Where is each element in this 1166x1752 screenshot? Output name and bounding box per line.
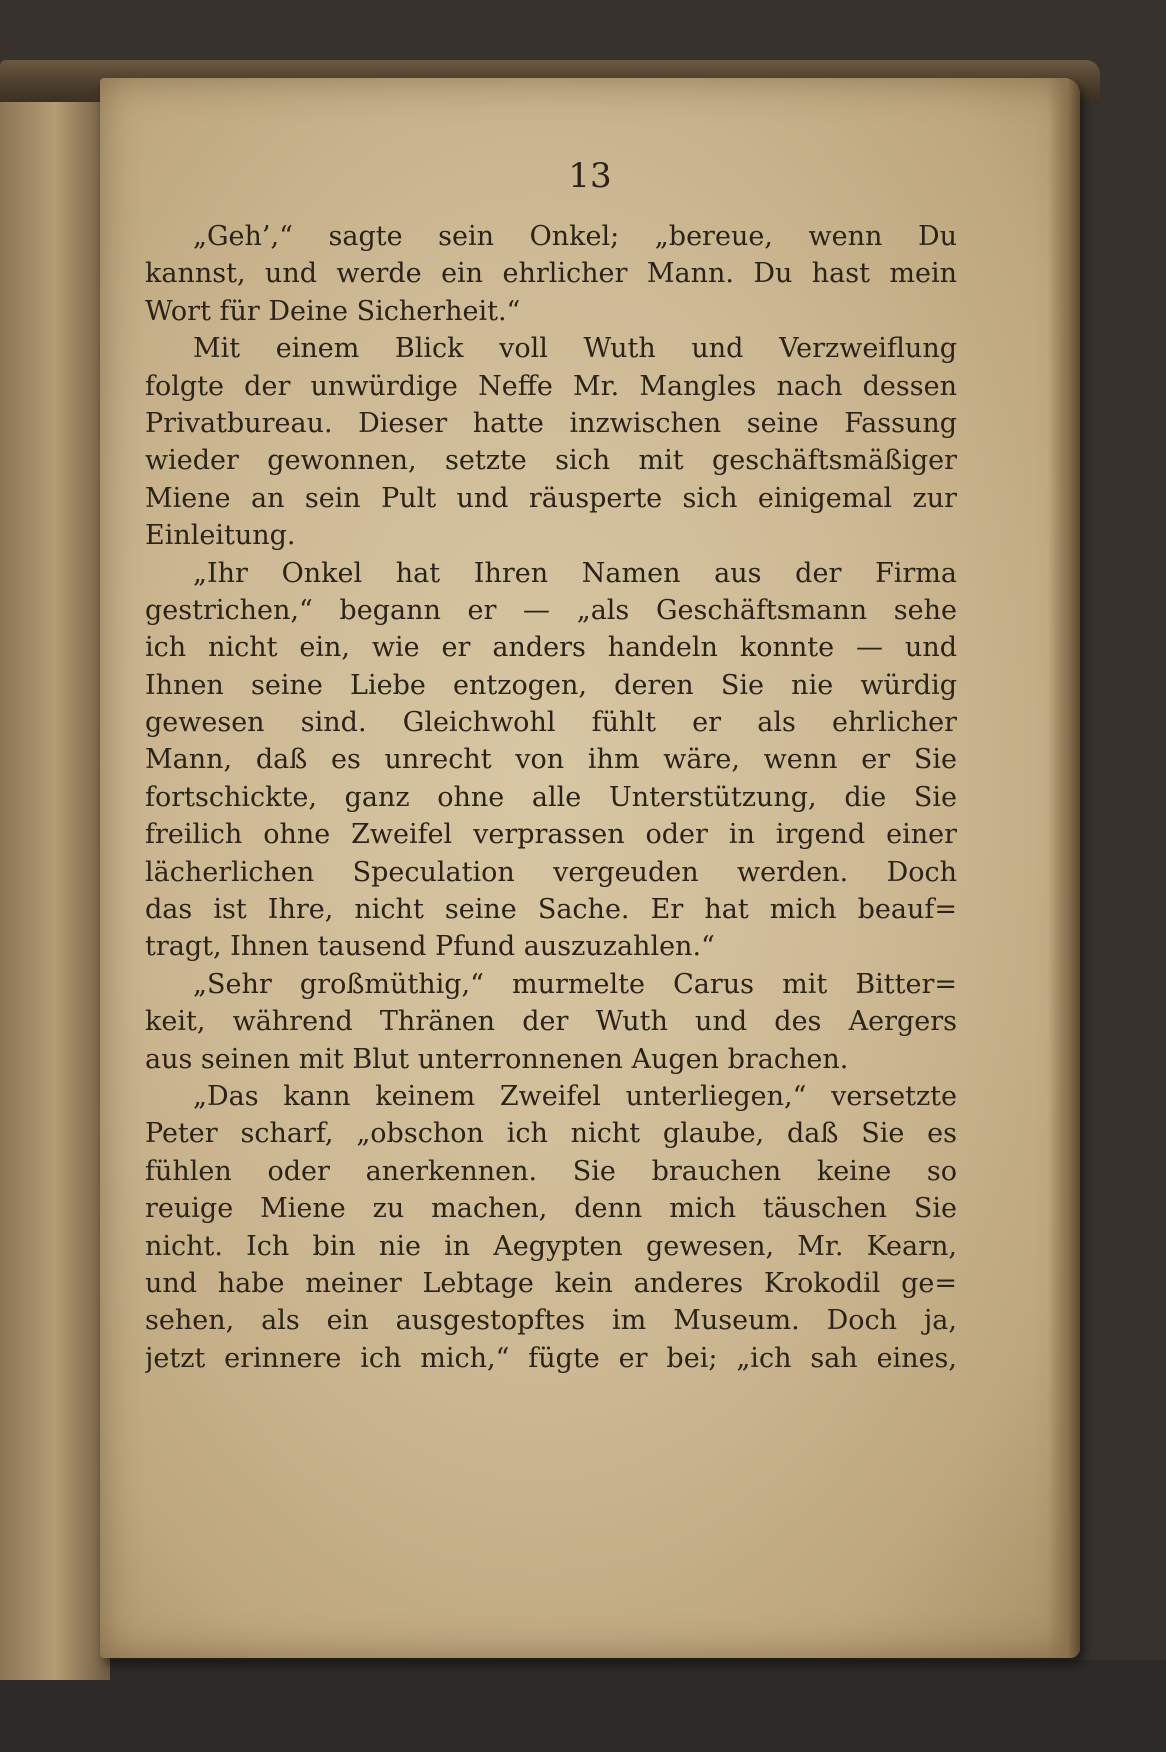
page-edge-shadow	[1048, 78, 1080, 1658]
text-line: „Ihr Onkel hat Ihren Namen aus der Firma	[193, 557, 957, 589]
text-line: „Das kann keinem Zweifel unterliegen,“ versetzte	[193, 1080, 957, 1112]
text-line: keit, während Thränen der Wuth und des Aergers	[145, 1006, 957, 1038]
text-line: lächerlichen Speculation vergeuden werden. Doch	[145, 856, 957, 888]
page-number: 13	[568, 156, 612, 196]
text-line: gewesen sind. Gleichwohl fühlt er als ehrlicher	[145, 707, 957, 739]
text-line: Wort für Deine Sicherheit.“	[145, 295, 521, 327]
text-line: Privatbureau. Dieser hatte inzwischen seine Fassung	[145, 407, 957, 439]
text-line: „Geh’,“ sagte sein Onkel; „bereue, wenn Du	[193, 221, 957, 252]
text-line: jetzt erinnere ich mich,“ fügte er bei; „ich sah eines,	[145, 1342, 957, 1374]
text-line: folgte der unwürdige Neffe Mr. Mangles nach dessen	[145, 370, 957, 402]
text-line: kannst, und werde ein ehrlicher Mann. Du hast mein	[145, 258, 957, 290]
left-page-edge	[0, 90, 110, 1680]
text-line: aus seinen mit Blut unterronnenen Augen brachen.	[145, 1043, 849, 1075]
text-line: freilich ohne Zweifel verprassen oder in irgend einer	[145, 819, 957, 851]
text-line: sehen, als ein ausgestopftes im Museum. Doch ja,	[145, 1305, 957, 1337]
text-line: fortschickte, ganz ohne alle Unterstützung, die Sie	[145, 781, 957, 813]
text-line: Miene an sein Pult und räusperte sich einigemal zur	[145, 482, 957, 514]
text-line: gestrichen,“ begann er — „als Geschäftsmann sehe	[145, 594, 957, 626]
text-line: Ihnen seine Liebe entzogen, deren Sie nie würdig	[145, 669, 957, 701]
text-line: reuige Miene zu machen, denn mich täuschen Sie	[145, 1193, 957, 1225]
page-text	[145, 218, 957, 1377]
book-page	[100, 78, 1080, 1658]
text-line: „Sehr großmüthig,“ murmelte Carus mit Bitter=	[193, 968, 957, 1000]
text-line: tragt, Ihnen tausend Pfund auszuzahlen.“	[145, 931, 715, 963]
text-line: Mit einem Blick voll Wuth und Verzweiflung	[193, 333, 957, 365]
text-line: fühlen oder anerkennen. Sie brauchen keine so	[145, 1155, 957, 1187]
text-line: wieder gewonnen, setzte sich mit geschäftsmäßiger	[145, 445, 957, 477]
text-line: das ist Ihre, nicht seine Sache. Er hat mich beauf=	[145, 894, 957, 926]
text-line: Einleitung.	[145, 520, 296, 552]
text-line: und habe meiner Lebtage kein anderes Krokodil ge=	[145, 1267, 957, 1299]
text-line: Peter scharf, „obschon ich nicht glaube, daß Sie es	[145, 1118, 957, 1150]
text-line: Mann, daß es unrecht von ihm wäre, wenn er Sie	[145, 744, 957, 776]
text-line: ich nicht ein, wie er anders handeln konnte — und	[145, 632, 957, 664]
table-surface	[0, 1660, 1166, 1752]
text-line: nicht. Ich bin nie in Aegypten gewesen, Mr. Kearn,	[145, 1230, 957, 1262]
